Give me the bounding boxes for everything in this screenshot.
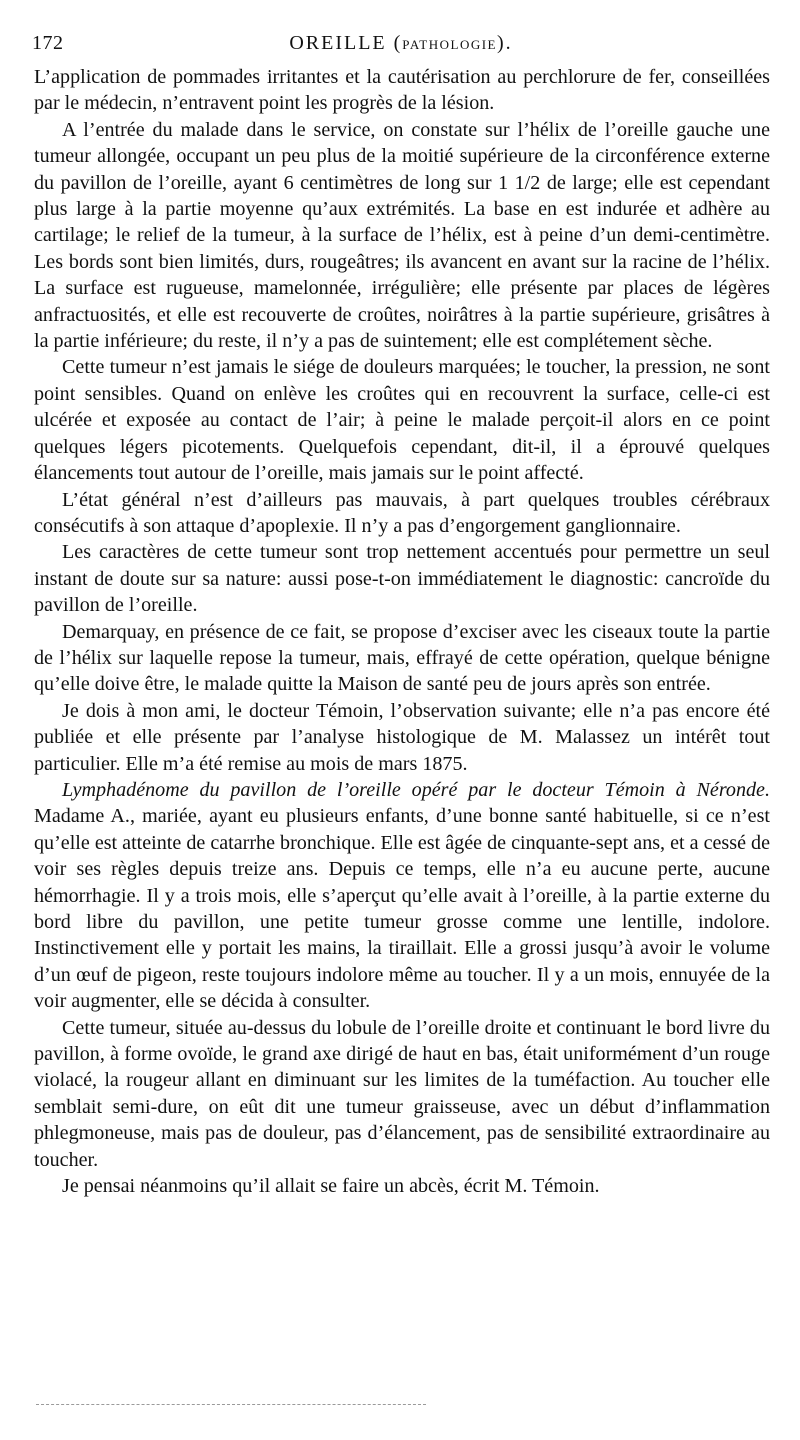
observation-text: Madame A., mariée, ayant eu plusieurs enfants, d’une bonne santé habituelle, si ce n’est qu’elle est atteinte de catarrhe bronchique. Elle est âgée de cinquante-sept ans, et a cessé de voir ses règles depuis treize ans. Depuis ce temps, elle n’a eu aucune perte, aucune hémorrhagie. Il y a trois mois, elle s’aperçut qu’elle avait à l’oreille, à la partie externe du bord libre du pavillon, une petite tumeur grosse comme une lentille, indolore. Instinctivement elle y portait les mains, la tiraillait. Elle a grossi jusqu’à avoir le volume d’un œuf de pigeon, reste toujours indolore même au toucher. Il y a un mois, ennuyée de la voir augmenter, elle se décida à consulter.	[34, 805, 770, 1013]
observation-paragraph	[34, 777, 770, 1015]
paragraph: Cette tumeur n’est jamais le siége de douleurs marquées; le toucher, la pression, ne sont point sensibles. Quand on enlève les croûtes qui en recouvrent la surface, celle-ci est ulcérée et exposée au contact de l’air; à peine le malade perçoit-il alors en ce point quelques légers picotements. Quelquefois cependant, dit-il, il a éprouvé quelques élancements tout autour de l’oreille, mais jamais sur le point affecté.	[34, 356, 770, 485]
paragraph: L’application de pommades irritantes et la cautérisation au perchlorure de fer, conseillées par le médecin, n’entravent point les progrès de la lésion.	[34, 66, 770, 115]
running-title	[32, 30, 770, 58]
body-text	[34, 64, 770, 1199]
paragraph: L’état général n’est d’ailleurs pas mauvais, à part quelques troubles cérébraux consécutifs à son attaque d’apoplexie. Il n’y a pas d’engorgement ganglionnaire.	[34, 488, 770, 537]
paragraph: A l’entrée du malade dans le service, on constate sur l’hélix de l’oreille gauche une tumeur allongée, occupant un peu plus de la moitié supérieure de la circonférence externe du pavillon de l’oreille, ayant 6 centimètres de long sur 1 1/2 de large; elle est cependant plus large à la partie moyenne qu’aux extrémités. La base en est indurée et adhère au cartilage; le relief de la tumeur, à la surface de l’hélix, est à peine d’un demi-centimètre. Les bords sont bien limités, durs, rougeâtres; ils avancent en avant sur la racine de l’hélix. La surface est rugueuse, mamelonnée, irrégulière; elle présente par places de légères anfractuosités, et elle est recouverte de croûtes, noirâtres à la partie supérieure, grisâtres à la partie inférieure; du reste, il n’y a pas de suintement; elle est complétement sèche.	[34, 118, 770, 353]
page-number: 172	[32, 32, 64, 54]
running-title-subtitle: PATHOLOGIE	[402, 37, 497, 52]
paragraph: Les caractères de cette tumeur sont trop nettement accentués pour permettre un seul instant de doute sur sa nature: aussi pose-t-on immédiatement le diagnostic: cancroïde du pavillon de l’oreille.	[34, 541, 770, 617]
page-header	[32, 30, 770, 60]
running-title-end: ).	[497, 32, 513, 54]
paragraph: Demarquay, en présence de ce fait, se propose d’exciser avec les ciseaux toute la partie de l’hélix sur laquelle repose la tumeur, mais, effrayé de cette opération, quelque bénigne qu’elle doive être, le malade quitte la Maison de santé peu de jours après son entrée.	[34, 620, 770, 696]
paragraph: Je dois à mon ami, le docteur Témoin, l’observation suivante; elle n’a pas encore été publiée et elle présente par l’analyse histologique de M. Malassez un intérêt tout particulier. Elle m’a été remise au mois de mars 1875.	[34, 699, 770, 775]
observation-title: Lymphadénome du pavillon de l’oreille opéré par le docteur Témoin à Néronde.	[62, 778, 770, 801]
footer-divider	[36, 1404, 426, 1405]
paragraph: Cette tumeur, située au-dessus du lobule de l’oreille droite et continuant le bord livre du pavillon, à forme ovoïde, le grand axe dirigé de haut en bas, était uniformément d’un rouge violacé, la rougeur allant en diminuant sur les limites de la tuméfaction. Au toucher elle semblait semi-dure, on eût dit une tumeur graisseuse, avec un début d’inflammation phlegmoneuse, mais pas de douleur, pas d’élancement, pas de sensibilité extraordinaire au toucher.	[34, 1016, 770, 1171]
running-title-main: OREILLE (	[289, 32, 403, 54]
paragraph: Je pensai néanmoins qu’il allait se faire un abcès, écrit M. Témoin.	[62, 1175, 600, 1198]
